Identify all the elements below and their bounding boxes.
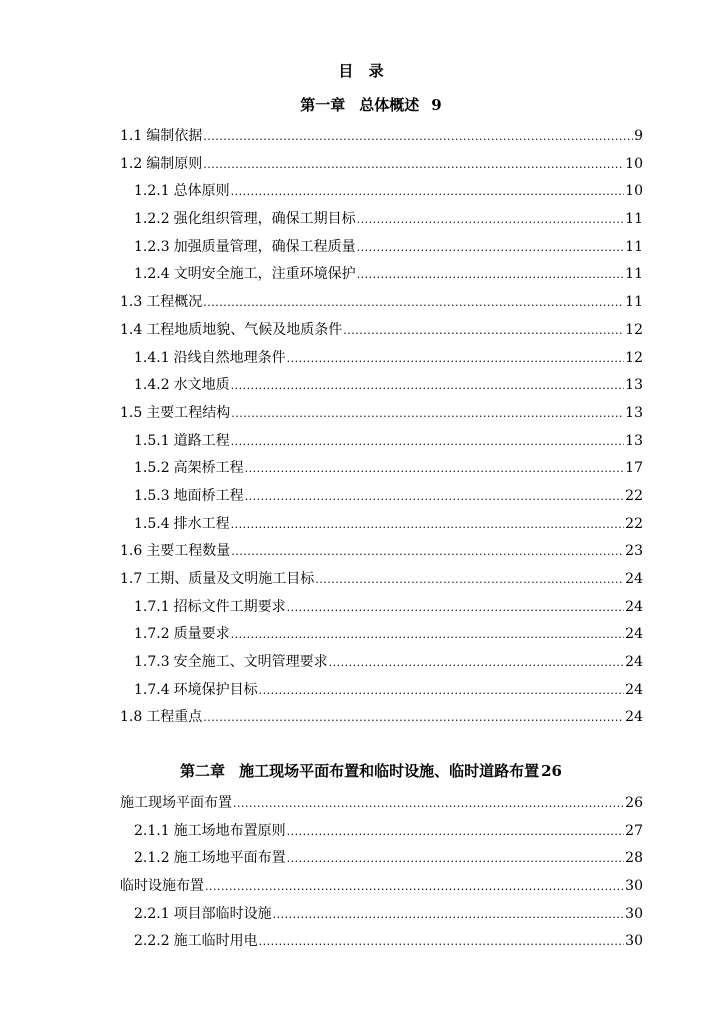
toc-entry-title: 加强质量管理，确保工程质量: [173, 238, 356, 255]
dot-leader: [205, 873, 624, 901]
toc-title: 目 录: [338, 62, 386, 80]
toc-entry-title: 工程概况: [146, 294, 203, 311]
toc-entry-title: 文明安全施工，注重环境保护: [173, 266, 356, 283]
toc-entry-page: 22: [625, 515, 643, 532]
toc-entry[interactable]: [120, 845, 643, 873]
toc-entry[interactable]: [120, 123, 643, 151]
dot-leader: [231, 178, 625, 206]
toc-entry[interactable]: [120, 790, 643, 818]
toc-entry-page: 30: [625, 933, 643, 950]
dot-leader: [287, 594, 625, 622]
toc-entry-page: 11: [625, 294, 643, 311]
toc-entry[interactable]: [120, 677, 643, 705]
toc-entry-page: 11: [625, 266, 643, 283]
toc-entry-number: 2.2.2: [134, 933, 170, 950]
toc-entry-number: 1.7.1: [134, 598, 170, 615]
toc-entry-title: 高架桥工程: [173, 460, 244, 477]
chapter-name: 施工现场平面布置和临时设施、临时道路布置: [239, 762, 540, 780]
toc-entry-title: 主要工程数量: [146, 543, 231, 560]
toc-entry-page: 12: [625, 349, 643, 366]
toc-entry[interactable]: [120, 873, 643, 901]
dot-leader: [315, 566, 624, 594]
toc-entry-number: 1.7.3: [134, 654, 170, 671]
toc-entry-number: 1.2: [120, 155, 143, 172]
toc-entry-title: 编制依据: [146, 128, 203, 144]
toc-entry-title: 施工现场平面布置: [120, 795, 232, 811]
toc-entry-number: 2.1.1: [134, 822, 170, 839]
toc-entry-number: 1.5.3: [134, 487, 170, 504]
toc-entry-title: 地面桥工程: [173, 487, 244, 504]
dot-leader: [203, 123, 633, 151]
toc-entry-number: 1.5.1: [134, 432, 170, 449]
toc-entry-title: 强化组织管理，确保工期目标: [173, 211, 356, 228]
toc-entry-number: 1.2.3: [134, 238, 170, 255]
toc-entry-page: 26: [625, 795, 643, 811]
toc-list: [120, 790, 643, 956]
toc-entry-page: 12: [625, 321, 643, 338]
toc-entry[interactable]: [120, 289, 643, 317]
dot-leader: [357, 234, 625, 262]
toc-entry-title: 施工场地平面布置: [173, 850, 286, 867]
toc-entry[interactable]: [120, 455, 643, 483]
dot-leader: [231, 428, 625, 456]
toc-entry-number: 1.2.2: [134, 211, 170, 228]
toc-entry-page: 13: [625, 432, 643, 449]
toc-list: [120, 123, 643, 732]
toc-entry-page: 24: [625, 626, 643, 643]
dot-leader: [273, 901, 625, 929]
dot-leader: [329, 649, 625, 677]
dot-leader: [287, 845, 625, 873]
toc-entry-number: 1.5.4: [134, 515, 170, 532]
toc-entry[interactable]: [120, 901, 643, 929]
toc-entry-title: 项目部临时设施: [173, 905, 272, 922]
toc-entry-title: 环境保护目标: [173, 681, 258, 698]
toc-entry[interactable]: [120, 483, 643, 511]
dot-leader: [203, 151, 624, 179]
toc-entry-title: 水文地质: [173, 377, 230, 394]
toc-entry[interactable]: [120, 317, 643, 345]
toc-entry-number: 1.3: [120, 294, 143, 311]
toc-entry-title: 工期、质量及文明施工目标: [146, 571, 315, 587]
toc-entry[interactable]: [120, 566, 643, 594]
dot-leader: [231, 400, 624, 428]
toc-entry-number: 1.7.2: [134, 626, 170, 643]
dot-leader: [203, 289, 624, 317]
toc-entry-number: 1.4.2: [134, 377, 170, 394]
toc-entry[interactable]: [120, 428, 643, 456]
toc-entry-page: 13: [625, 377, 643, 394]
chapter-number: 第二章: [180, 762, 226, 780]
toc-entry[interactable]: [120, 928, 643, 956]
toc-entry-title: 总体原则: [173, 183, 230, 200]
toc-entry-page: 24: [625, 571, 643, 587]
toc-entry-number: 1.2.1: [134, 183, 170, 200]
dot-leader: [259, 928, 625, 956]
toc-entry-title: 道路工程: [173, 432, 230, 449]
toc-entry-title: 编制原则: [146, 155, 203, 172]
dot-leader: [231, 372, 625, 400]
chapter-page: 26: [541, 762, 562, 780]
toc-entry-number: 1.5: [120, 404, 143, 421]
toc-entry-title: 招标文件工期要求: [173, 598, 286, 615]
dot-leader: [245, 455, 625, 483]
dot-leader: [203, 704, 624, 732]
dot-leader: [233, 790, 624, 818]
toc-entry-number: 1.8: [120, 709, 143, 726]
chapter-page: 9: [431, 96, 442, 114]
dot-leader: [357, 261, 625, 289]
toc-entry[interactable]: [120, 345, 643, 373]
toc-entry-number: 1.7.4: [134, 681, 170, 698]
toc-entry-number: 2.2.1: [134, 905, 170, 922]
dot-leader: [287, 818, 625, 846]
toc-entry-number: 1.1: [120, 128, 143, 144]
chapter-heading: [0, 760, 724, 781]
toc-entry-page: 23: [625, 543, 643, 560]
toc-entry-page: 24: [625, 681, 643, 698]
toc-entry-number: 1.5.2: [134, 460, 170, 477]
toc-entry[interactable]: [120, 511, 643, 539]
dot-leader: [245, 483, 625, 511]
chapter-number: 第一章: [300, 96, 346, 114]
toc-entry-page: 13: [625, 404, 643, 421]
toc-entry-page: 27: [625, 822, 643, 839]
toc-entry-page: 10: [625, 155, 643, 172]
toc-entry[interactable]: [120, 594, 643, 622]
toc-entry-title: 质量要求: [173, 626, 230, 643]
toc-entry[interactable]: [120, 621, 643, 649]
dot-leader: [287, 345, 625, 373]
toc-entry-page: 30: [625, 878, 643, 895]
toc-entry[interactable]: [120, 538, 643, 566]
toc-entry[interactable]: [120, 400, 643, 428]
toc-entry-page: 28: [625, 850, 643, 867]
toc-entry[interactable]: [120, 372, 643, 400]
chapter-name: 总体概述: [359, 96, 420, 114]
toc-entry-title: 工程地质地貌、气候及地质条件: [146, 321, 343, 338]
toc-entry-title: 安全施工、文明管理要求: [173, 654, 328, 671]
toc-entry-number: 1.4.1: [134, 349, 170, 366]
toc-entry-title: 临时设施布置: [120, 878, 204, 895]
toc-entry-number: 1.6: [120, 543, 143, 560]
toc-entry-number: 2.1.2: [134, 850, 170, 867]
toc-entry[interactable]: [120, 261, 643, 289]
toc-entry-title: 沿线自然地理条件: [173, 349, 286, 366]
toc-entry-number: 1.4: [120, 321, 143, 338]
toc-entry[interactable]: [120, 234, 643, 262]
toc-entry-title: 排水工程: [173, 515, 230, 532]
toc-entry-page: 11: [625, 238, 643, 255]
toc-entry-page: 9: [634, 128, 643, 144]
dot-leader: [231, 511, 625, 539]
dot-leader: [259, 677, 625, 705]
toc-entry[interactable]: [120, 649, 643, 677]
toc-entry-page: 24: [625, 598, 643, 615]
toc-entry-number: 1.2.4: [134, 266, 170, 283]
toc-entry-title: 主要工程结构: [146, 404, 231, 421]
toc-entry[interactable]: [120, 151, 643, 179]
toc-entry-title: 施工临时用电: [173, 933, 258, 950]
toc-entry[interactable]: [120, 818, 643, 846]
toc-entry[interactable]: [120, 206, 643, 234]
toc-entry-title: 施工场地布置原则: [173, 822, 286, 839]
toc-entry-page: 11: [625, 211, 643, 228]
toc-entry-page: 10: [625, 183, 643, 200]
toc-entry-page: 24: [625, 654, 643, 671]
toc-entry-page: 30: [625, 905, 643, 922]
dot-leader: [231, 538, 624, 566]
toc-entry-page: 22: [625, 487, 643, 504]
toc-entry[interactable]: [120, 178, 643, 206]
toc-entry[interactable]: [120, 704, 643, 732]
chapter-heading: [0, 94, 724, 115]
toc-entry-page: 24: [625, 709, 643, 726]
dot-leader: [231, 621, 625, 649]
dot-leader: [357, 206, 625, 234]
toc-entry-number: 1.7: [120, 571, 143, 587]
dot-leader: [343, 317, 624, 345]
toc-entry-page: 17: [625, 460, 643, 477]
toc-entry-title: 工程重点: [146, 709, 203, 726]
